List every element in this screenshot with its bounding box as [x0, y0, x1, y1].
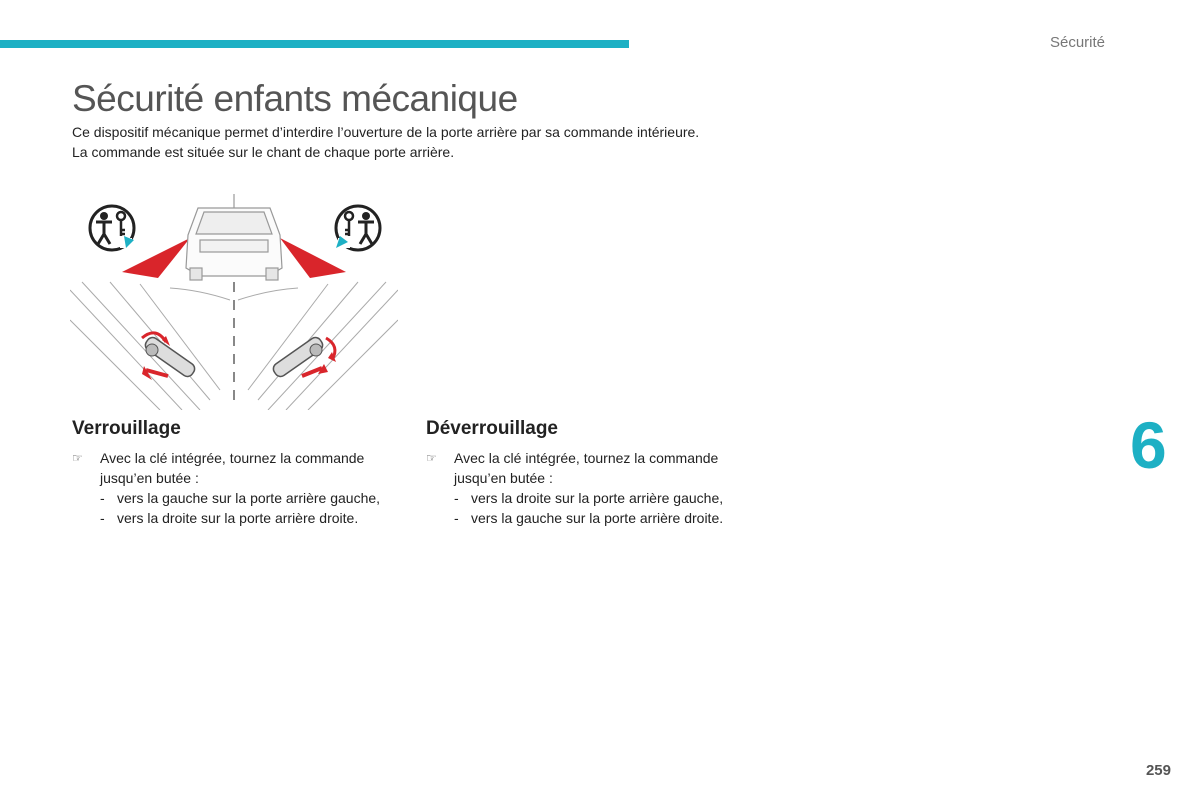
locking-section — [72, 418, 402, 528]
dash-icon: - — [100, 510, 105, 526]
child-lock-illustration — [70, 190, 398, 410]
dash-icon: - — [100, 490, 105, 506]
chapter-number: 6 — [1130, 408, 1167, 482]
pointing-finger-icon: ☞ — [426, 451, 437, 465]
sub-item-text: vers la gauche sur la porte arrière droite. — [471, 510, 724, 526]
sub-item-text: vers la gauche sur la porte arrière gauche, — [117, 490, 381, 506]
section-label: Sécurité — [1049, 34, 1105, 51]
list-item — [426, 488, 756, 508]
intro-paragraph: La commande est située sur le chant de chaque porte arrière. — [72, 144, 455, 160]
list-item — [72, 508, 402, 528]
list-item — [426, 508, 756, 528]
sub-item-text: vers la droite sur la porte arrière gauche, — [471, 490, 724, 506]
unlocking-section — [426, 418, 756, 528]
unlocking-heading: Déverrouillage — [426, 418, 558, 439]
locking-heading: Verrouillage — [72, 418, 181, 439]
list-item — [72, 448, 402, 488]
intro-text — [72, 122, 712, 162]
dash-icon: - — [454, 490, 459, 506]
page-number: 259 — [1145, 762, 1171, 779]
intro-paragraph: Ce dispositif mécanique permet d’interdire l’ouverture de la porte arrière par sa commande intérieure. — [72, 124, 700, 140]
child-lock-left-icon — [90, 206, 134, 250]
pointing-finger-icon: ☞ — [72, 451, 83, 465]
list-item — [72, 488, 402, 508]
page-title: Sécurité enfants mécanique — [72, 78, 518, 119]
right-door-lock-icon — [271, 335, 336, 379]
car-rear-icon — [186, 194, 282, 280]
dash-icon: - — [454, 510, 459, 526]
bullet-text: Avec la clé intégrée, tournez la commande jusqu’en butée : — [100, 450, 365, 486]
child-lock-right-icon — [336, 206, 380, 250]
list-item — [426, 448, 756, 488]
bullet-text: Avec la clé intégrée, tournez la commande jusqu’en butée : — [454, 450, 719, 486]
header-accent-bar — [0, 40, 629, 48]
sub-item-text: vers la droite sur la porte arrière droite. — [117, 510, 359, 526]
